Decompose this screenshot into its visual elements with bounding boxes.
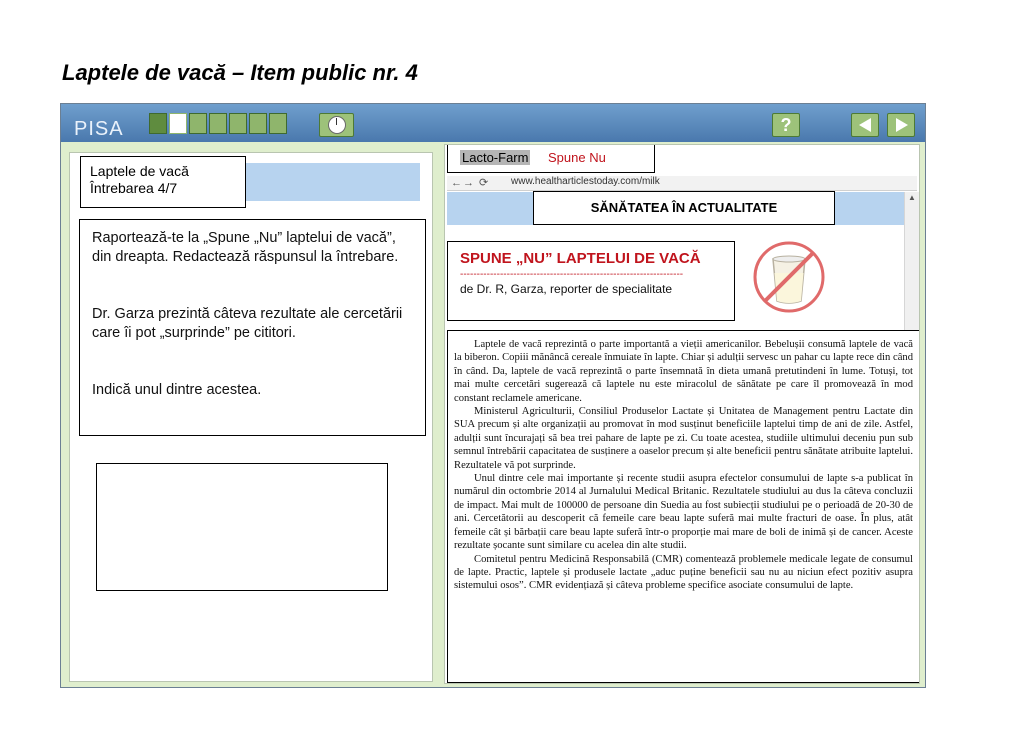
progress-step: [249, 113, 267, 134]
unit-title: Laptele de vacă: [90, 163, 189, 179]
question-prompt: Dr. Garza prezintă câteva rezultate ale cercetării care îi pot „surprinde” pe cititori.: [92, 306, 403, 341]
site-title: SĂNĂTATEA ÎN ACTUALITATE: [533, 191, 835, 225]
article-paragraph: Ministerul Agriculturii, Consiliul Produselor Lactate și Unitatea de Management pentru Lactate din SUA precum și alte organizații au promovat în mod susținut beneficiile laptelui timp de ani de zile. Astfel, adulții sunt încurajați să bea trei pahare de lapte pe zi. Cu toate acestea, studiile ultimului deceniu pun sub semnul întrebării capacitatea de susținere a oaselor precum și alte beneficii pentru sănătate atribuite laptelui. Rezultatele vă pot surprinde.: [454, 406, 913, 471]
question-header: [80, 156, 246, 208]
url-text: www.healtharticlestoday.com/milk: [511, 176, 660, 187]
question-panel: [69, 152, 433, 682]
top-toolbar: [61, 104, 925, 142]
clock-icon: [328, 116, 346, 134]
article-title: SPUNE „NU” LAPTELUI DE VACĂ: [460, 250, 701, 267]
help-icon: ?: [780, 115, 792, 135]
article-divider: -------------------------------------------------------------------: [460, 269, 684, 280]
tab-lacto-farm[interactable]: Lacto-Farm: [462, 150, 529, 165]
article-paragraph: Unul dintre cele mai importante și recente studii asupra efectelor consumului de lapte s-a publicat în numărul din octombrie 2014 al Jurnalului Medical Britanic. Rezultatele studiului au dus la câteva concluzii de impact. Mai mult de 100000 de persoane din Suedia au fost subiecții studiului pe o perioadă de 20-30 de ani. Cercetătorii au descoperit că femeile care beau lapte suferă mai multe fracturi de oase. În plus, atât femeile cât și bărbații care beau lapte suferă într-o proporție mai mare de boli de inimă și de cancer. Aceste rezultate șocante sunt similare cu acelea din alte studii.: [454, 473, 913, 552]
article-header: [447, 241, 735, 321]
article-byline: de Dr. R, Garza, reporter de specialitate: [460, 282, 673, 296]
article-paragraph: Laptele de vacă reprezintă o parte importantă a vieții americanilor. Bebelușii consumă laptele de vacă la biberon. Copiii mănâncă cereale înmuiate în lapte. Chiar și adulții servesc un pahar cu lapte rece din când în când. Da, laptele de vacă reprezintă o parte însemnată în dieta umană pretutindeni în lume. Totuși, tot mai multe cercetări sugerează că laptele nu este miracolul de sănătate pe care îl promovează în mod constant reclamele americane.: [454, 339, 913, 404]
progress-step: [269, 113, 287, 134]
question-instruction: Raportează-te la „Spune „Nu” laptelui de vacă”, din dreapta. Redactează răspunsul la întrebare.: [92, 230, 399, 265]
browser-tabs: [447, 144, 655, 173]
timer-button[interactable]: [319, 113, 354, 137]
article-body: [447, 330, 920, 683]
question-text-box: [79, 219, 426, 436]
help-button[interactable]: [772, 113, 800, 137]
browser-nav-icon: ←→ ⟳: [451, 177, 490, 189]
next-button[interactable]: [887, 113, 915, 137]
address-bar: [447, 176, 917, 191]
article-paragraph: Comitetul pentru Medicină Responsabilă (CMR) comentează problemele medicale legate de consumul de lapte. Practic, laptele și produsele lactate „aduc puține beneficii sau nu au niciun efect pozitiv asupra sistemului osos”. CMR evidențiază și câteva probleme specifice asociate consumului de lapte.: [454, 553, 913, 592]
arrow-left-icon: [859, 118, 871, 132]
pisa-logo: PISA: [74, 118, 124, 140]
tab-spune-nu[interactable]: Spune Nu: [548, 150, 606, 165]
arrow-right-icon: [896, 118, 908, 132]
clock-hand: [336, 118, 337, 125]
previous-button[interactable]: [851, 113, 879, 137]
answer-input[interactable]: [96, 463, 388, 591]
progress-step: [149, 113, 167, 134]
progress-step: [169, 113, 187, 134]
question-task: Indică unul dintre acestea.: [92, 382, 262, 398]
progress-step: [209, 113, 227, 134]
no-milk-icon: [751, 239, 827, 315]
test-frame: [60, 103, 926, 688]
question-number: Întrebarea 4/7: [90, 180, 178, 196]
progress-indicator: [149, 113, 289, 134]
progress-step: [229, 113, 247, 134]
progress-step: [189, 113, 207, 134]
scroll-up-icon[interactable]: ▲: [908, 193, 916, 202]
page-heading: Laptele de vacă – Item public nr. 4: [62, 60, 418, 85]
stimulus-panel: [444, 144, 920, 684]
